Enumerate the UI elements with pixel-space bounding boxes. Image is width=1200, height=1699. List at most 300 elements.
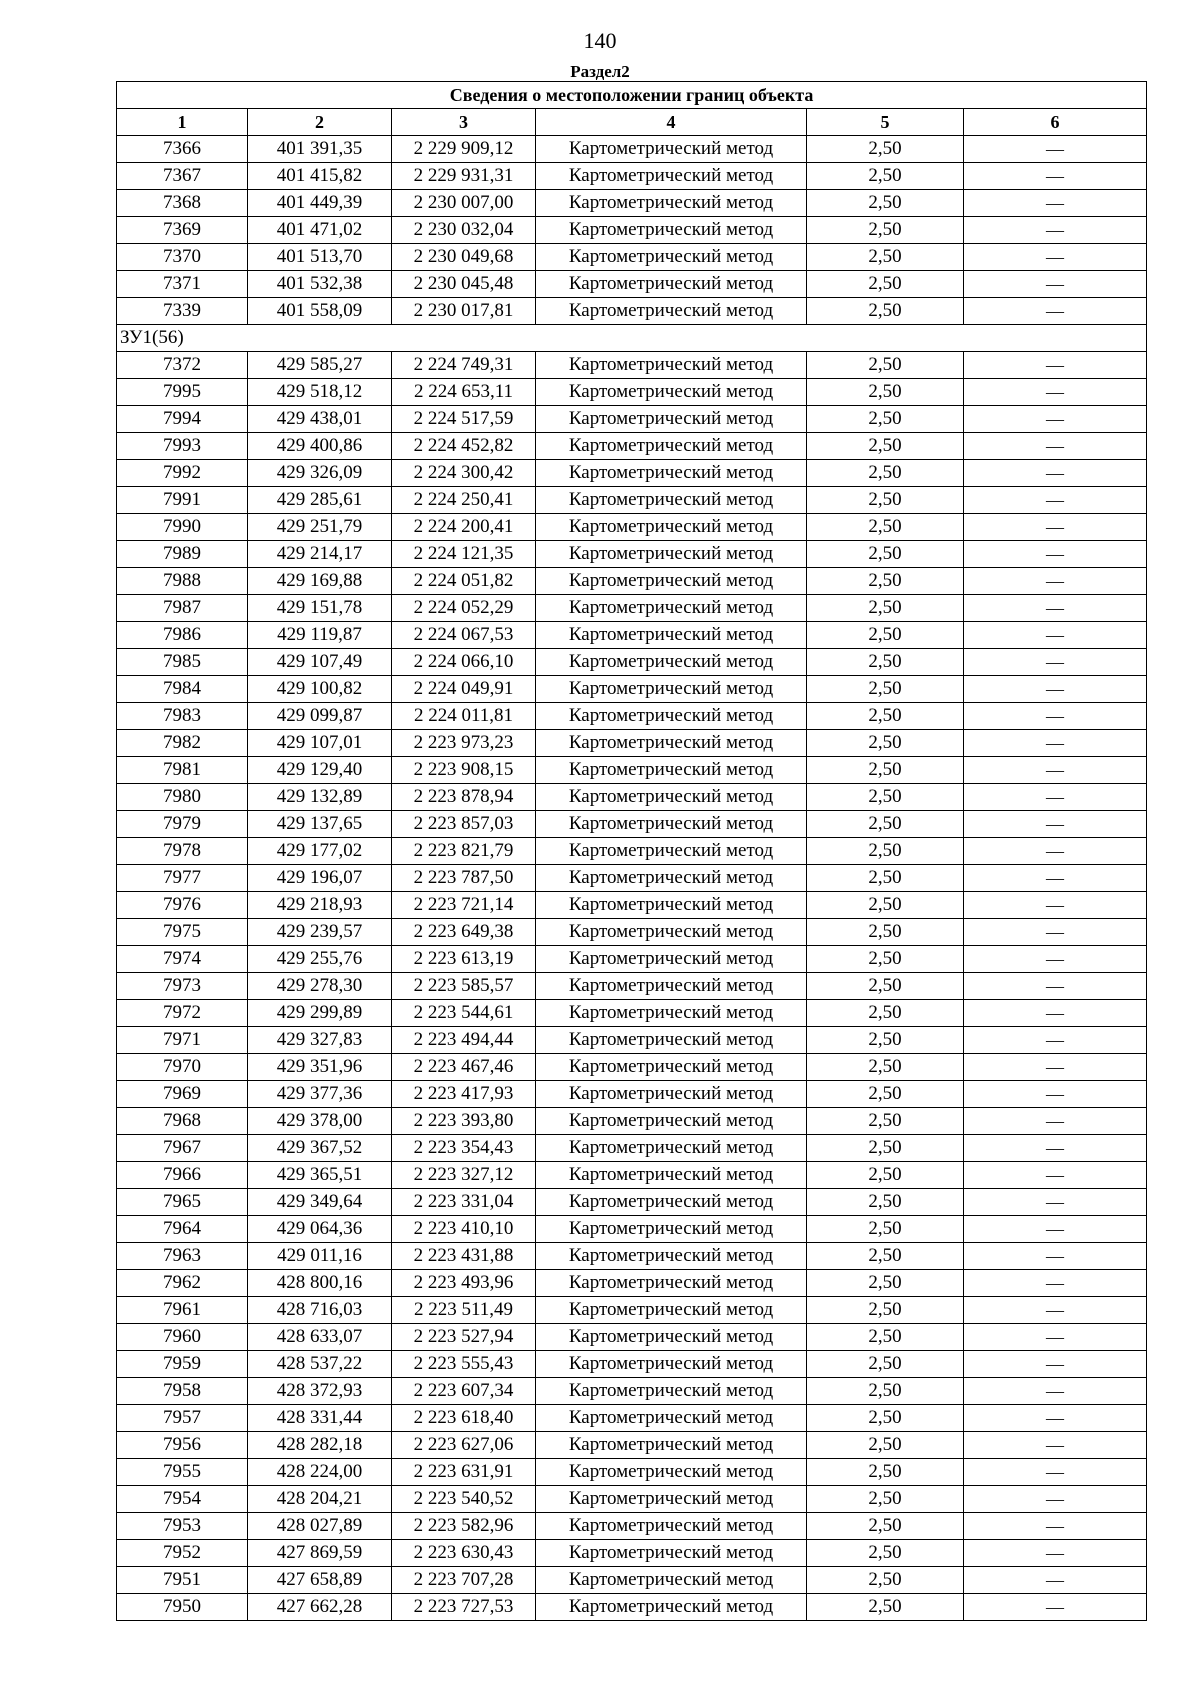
- method-cell: Картометрический метод: [536, 352, 807, 379]
- accuracy-cell: 2,50: [807, 838, 964, 865]
- x-coordinate-cell: 429 169,88: [248, 568, 392, 595]
- method-cell: Картометрический метод: [536, 1486, 807, 1513]
- point-number-cell: 7981: [117, 757, 248, 784]
- description-cell: —: [964, 217, 1147, 244]
- x-coordinate-cell: 429 278,30: [248, 973, 392, 1000]
- accuracy-cell: 2,50: [807, 1540, 964, 1567]
- accuracy-cell: 2,50: [807, 487, 964, 514]
- method-cell: Картометрический метод: [536, 676, 807, 703]
- x-coordinate-cell: 429 251,79: [248, 514, 392, 541]
- y-coordinate-cell: 2 230 049,68: [392, 244, 536, 271]
- method-cell: Картометрический метод: [536, 1000, 807, 1027]
- method-cell: Картометрический метод: [536, 595, 807, 622]
- y-coordinate-cell: 2 223 511,49: [392, 1297, 536, 1324]
- accuracy-cell: 2,50: [807, 163, 964, 190]
- table-row: [117, 919, 1147, 946]
- point-number-cell: 7984: [117, 676, 248, 703]
- point-number-cell: 7955: [117, 1459, 248, 1486]
- y-coordinate-cell: 2 223 649,38: [392, 919, 536, 946]
- method-cell: Картометрический метод: [536, 379, 807, 406]
- y-coordinate-cell: 2 224 049,91: [392, 676, 536, 703]
- accuracy-cell: 2,50: [807, 811, 964, 838]
- x-coordinate-cell: 429 400,86: [248, 433, 392, 460]
- point-number-cell: 7959: [117, 1351, 248, 1378]
- description-cell: —: [964, 1594, 1147, 1621]
- point-number-cell: 7958: [117, 1378, 248, 1405]
- description-cell: —: [964, 1540, 1147, 1567]
- table-row: [117, 703, 1147, 730]
- y-coordinate-cell: 2 224 250,41: [392, 487, 536, 514]
- table-row: [117, 595, 1147, 622]
- method-cell: Картометрический метод: [536, 541, 807, 568]
- method-cell: Картометрический метод: [536, 730, 807, 757]
- table-row: [117, 1081, 1147, 1108]
- method-cell: Картометрический метод: [536, 1351, 807, 1378]
- table-row: [117, 271, 1147, 298]
- point-number-cell: 7366: [117, 136, 248, 163]
- method-cell: Картометрический метод: [536, 1162, 807, 1189]
- y-coordinate-cell: 2 223 727,53: [392, 1594, 536, 1621]
- method-cell: Картометрический метод: [536, 568, 807, 595]
- method-cell: Картометрический метод: [536, 1513, 807, 1540]
- table-row: [117, 1054, 1147, 1081]
- accuracy-cell: 2,50: [807, 1567, 964, 1594]
- accuracy-cell: 2,50: [807, 1270, 964, 1297]
- method-cell: Картометрический метод: [536, 973, 807, 1000]
- x-coordinate-cell: 429 218,93: [248, 892, 392, 919]
- method-cell: Картометрический метод: [536, 136, 807, 163]
- method-cell: Картометрический метод: [536, 460, 807, 487]
- table-row: [117, 1000, 1147, 1027]
- method-cell: Картометрический метод: [536, 1297, 807, 1324]
- point-number-cell: 7986: [117, 622, 248, 649]
- accuracy-cell: 2,50: [807, 703, 964, 730]
- accuracy-cell: 2,50: [807, 1297, 964, 1324]
- table-row: [117, 649, 1147, 676]
- accuracy-cell: 2,50: [807, 352, 964, 379]
- x-coordinate-cell: 429 326,09: [248, 460, 392, 487]
- accuracy-cell: 2,50: [807, 1081, 964, 1108]
- y-coordinate-cell: 2 230 007,00: [392, 190, 536, 217]
- method-cell: Картометрический метод: [536, 514, 807, 541]
- method-cell: Картометрический метод: [536, 1567, 807, 1594]
- column-header: 5: [807, 109, 964, 136]
- table-row: [117, 1108, 1147, 1135]
- y-coordinate-cell: 2 223 410,10: [392, 1216, 536, 1243]
- method-cell: Картометрический метод: [536, 1054, 807, 1081]
- method-cell: Картометрический метод: [536, 163, 807, 190]
- point-number-cell: 7978: [117, 838, 248, 865]
- accuracy-cell: 2,50: [807, 433, 964, 460]
- table-row: [117, 1351, 1147, 1378]
- y-coordinate-cell: 2 223 630,43: [392, 1540, 536, 1567]
- method-cell: Картометрический метод: [536, 1027, 807, 1054]
- table-row: [117, 568, 1147, 595]
- point-number-cell: 7980: [117, 784, 248, 811]
- table-row: [117, 136, 1147, 163]
- method-cell: Картометрический метод: [536, 433, 807, 460]
- description-cell: —: [964, 1513, 1147, 1540]
- x-coordinate-cell: 428 224,00: [248, 1459, 392, 1486]
- table-row: [117, 1567, 1147, 1594]
- description-cell: —: [964, 622, 1147, 649]
- x-coordinate-cell: 429 132,89: [248, 784, 392, 811]
- x-coordinate-cell: 429 214,17: [248, 541, 392, 568]
- point-number-cell: 7992: [117, 460, 248, 487]
- point-number-cell: 7977: [117, 865, 248, 892]
- point-number-cell: 7982: [117, 730, 248, 757]
- y-coordinate-cell: 2 224 052,29: [392, 595, 536, 622]
- page-number: 140: [583, 28, 617, 53]
- table-row: [117, 487, 1147, 514]
- accuracy-cell: 2,50: [807, 1432, 964, 1459]
- description-cell: —: [964, 406, 1147, 433]
- accuracy-cell: 2,50: [807, 973, 964, 1000]
- accuracy-cell: 2,50: [807, 595, 964, 622]
- accuracy-cell: 2,50: [807, 271, 964, 298]
- x-coordinate-cell: 429 351,96: [248, 1054, 392, 1081]
- point-number-cell: 7988: [117, 568, 248, 595]
- y-coordinate-cell: 2 223 821,79: [392, 838, 536, 865]
- point-number-cell: 7987: [117, 595, 248, 622]
- table-row: [117, 973, 1147, 1000]
- description-cell: —: [964, 514, 1147, 541]
- table-row: [117, 217, 1147, 244]
- x-coordinate-cell: 427 869,59: [248, 1540, 392, 1567]
- table-row: [117, 892, 1147, 919]
- description-cell: —: [964, 1567, 1147, 1594]
- column-header: 3: [392, 109, 536, 136]
- x-coordinate-cell: 429 107,49: [248, 649, 392, 676]
- method-cell: Картометрический метод: [536, 946, 807, 973]
- point-number-cell: 7974: [117, 946, 248, 973]
- point-number-cell: 7989: [117, 541, 248, 568]
- point-number-cell: 7957: [117, 1405, 248, 1432]
- y-coordinate-cell: 2 223 585,57: [392, 973, 536, 1000]
- y-coordinate-cell: 2 223 908,15: [392, 757, 536, 784]
- description-cell: —: [964, 1270, 1147, 1297]
- point-number-cell: 7963: [117, 1243, 248, 1270]
- accuracy-cell: 2,50: [807, 190, 964, 217]
- table-row: [117, 811, 1147, 838]
- table-row: [117, 433, 1147, 460]
- x-coordinate-cell: 428 331,44: [248, 1405, 392, 1432]
- point-number-cell: 7369: [117, 217, 248, 244]
- x-coordinate-cell: 429 367,52: [248, 1135, 392, 1162]
- section-title: Раздел2: [570, 62, 630, 81]
- y-coordinate-cell: 2 224 653,11: [392, 379, 536, 406]
- table-caption-row: [117, 82, 1147, 109]
- x-coordinate-cell: 429 438,01: [248, 406, 392, 433]
- y-coordinate-cell: 2 223 331,04: [392, 1189, 536, 1216]
- y-coordinate-cell: 2 223 627,06: [392, 1432, 536, 1459]
- x-coordinate-cell: 428 282,18: [248, 1432, 392, 1459]
- x-coordinate-cell: 429 239,57: [248, 919, 392, 946]
- x-coordinate-cell: 428 537,22: [248, 1351, 392, 1378]
- description-cell: —: [964, 595, 1147, 622]
- table-row: [117, 1594, 1147, 1621]
- y-coordinate-cell: 2 230 045,48: [392, 271, 536, 298]
- table-row: [117, 352, 1147, 379]
- method-cell: Картометрический метод: [536, 1405, 807, 1432]
- accuracy-cell: 2,50: [807, 649, 964, 676]
- y-coordinate-cell: 2 223 631,91: [392, 1459, 536, 1486]
- description-cell: —: [964, 946, 1147, 973]
- y-coordinate-cell: 2 224 067,53: [392, 622, 536, 649]
- table-row: [117, 298, 1147, 325]
- y-coordinate-cell: 2 223 618,40: [392, 1405, 536, 1432]
- column-header: 1: [117, 109, 248, 136]
- method-cell: Картометрический метод: [536, 811, 807, 838]
- x-coordinate-cell: 428 633,07: [248, 1324, 392, 1351]
- method-cell: Картометрический метод: [536, 1189, 807, 1216]
- accuracy-cell: 2,50: [807, 1459, 964, 1486]
- table-row: [117, 1162, 1147, 1189]
- method-cell: Картометрический метод: [536, 1243, 807, 1270]
- y-coordinate-cell: 2 224 300,42: [392, 460, 536, 487]
- y-coordinate-cell: 2 223 431,88: [392, 1243, 536, 1270]
- method-cell: Картометрический метод: [536, 1324, 807, 1351]
- method-cell: Картометрический метод: [536, 190, 807, 217]
- x-coordinate-cell: 429 151,78: [248, 595, 392, 622]
- point-number-cell: 7960: [117, 1324, 248, 1351]
- description-cell: —: [964, 1432, 1147, 1459]
- table-row: [117, 1378, 1147, 1405]
- point-number-cell: 7954: [117, 1486, 248, 1513]
- accuracy-cell: 2,50: [807, 622, 964, 649]
- method-cell: Картометрический метод: [536, 1270, 807, 1297]
- method-cell: Картометрический метод: [536, 784, 807, 811]
- table-row: [117, 1459, 1147, 1486]
- table-body: [117, 136, 1147, 1621]
- table-row: [117, 406, 1147, 433]
- table-row: [117, 730, 1147, 757]
- description-cell: —: [964, 784, 1147, 811]
- description-cell: —: [964, 703, 1147, 730]
- description-cell: —: [964, 379, 1147, 406]
- point-number-cell: 7372: [117, 352, 248, 379]
- x-coordinate-cell: 429 011,16: [248, 1243, 392, 1270]
- column-header: 2: [248, 109, 392, 136]
- point-number-cell: 7951: [117, 1567, 248, 1594]
- y-coordinate-cell: 2 223 721,14: [392, 892, 536, 919]
- x-coordinate-cell: 429 099,87: [248, 703, 392, 730]
- point-number-cell: 7975: [117, 919, 248, 946]
- point-number-cell: 7995: [117, 379, 248, 406]
- point-number-cell: 7983: [117, 703, 248, 730]
- point-number-cell: 7991: [117, 487, 248, 514]
- table-row: [117, 1216, 1147, 1243]
- accuracy-cell: 2,50: [807, 460, 964, 487]
- x-coordinate-cell: 401 449,39: [248, 190, 392, 217]
- x-coordinate-cell: 401 532,38: [248, 271, 392, 298]
- description-cell: —: [964, 163, 1147, 190]
- accuracy-cell: 2,50: [807, 541, 964, 568]
- method-cell: Картометрический метод: [536, 919, 807, 946]
- x-coordinate-cell: 429 177,02: [248, 838, 392, 865]
- point-number-cell: 7990: [117, 514, 248, 541]
- method-cell: Картометрический метод: [536, 1081, 807, 1108]
- accuracy-cell: 2,50: [807, 1594, 964, 1621]
- y-coordinate-cell: 2 223 878,94: [392, 784, 536, 811]
- description-cell: —: [964, 541, 1147, 568]
- accuracy-cell: 2,50: [807, 1000, 964, 1027]
- y-coordinate-cell: 2 224 452,82: [392, 433, 536, 460]
- x-coordinate-cell: 429 196,07: [248, 865, 392, 892]
- accuracy-cell: 2,50: [807, 892, 964, 919]
- table-row: [117, 190, 1147, 217]
- method-cell: Картометрический метод: [536, 1378, 807, 1405]
- description-cell: —: [964, 811, 1147, 838]
- description-cell: —: [964, 919, 1147, 946]
- table-row: [117, 379, 1147, 406]
- accuracy-cell: 2,50: [807, 298, 964, 325]
- y-coordinate-cell: 2 223 540,52: [392, 1486, 536, 1513]
- x-coordinate-cell: 429 285,61: [248, 487, 392, 514]
- y-coordinate-cell: 2 229 931,31: [392, 163, 536, 190]
- point-number-cell: 7973: [117, 973, 248, 1000]
- y-coordinate-cell: 2 223 787,50: [392, 865, 536, 892]
- x-coordinate-cell: 429 585,27: [248, 352, 392, 379]
- description-cell: —: [964, 676, 1147, 703]
- method-cell: Картометрический метод: [536, 1216, 807, 1243]
- method-cell: Картометрический метод: [536, 1108, 807, 1135]
- description-cell: —: [964, 1108, 1147, 1135]
- description-cell: —: [964, 1459, 1147, 1486]
- table-row: [117, 757, 1147, 784]
- point-number-cell: 7964: [117, 1216, 248, 1243]
- table-row: [117, 1324, 1147, 1351]
- method-cell: Картометрический метод: [536, 271, 807, 298]
- x-coordinate-cell: 401 415,82: [248, 163, 392, 190]
- point-number-cell: 7994: [117, 406, 248, 433]
- table-row: [117, 1027, 1147, 1054]
- method-cell: Картометрический метод: [536, 1135, 807, 1162]
- y-coordinate-cell: 2 223 555,43: [392, 1351, 536, 1378]
- x-coordinate-cell: 428 204,21: [248, 1486, 392, 1513]
- description-cell: —: [964, 730, 1147, 757]
- accuracy-cell: 2,50: [807, 946, 964, 973]
- point-number-cell: 7966: [117, 1162, 248, 1189]
- table-row: [117, 784, 1147, 811]
- description-cell: —: [964, 865, 1147, 892]
- y-coordinate-cell: 2 223 707,28: [392, 1567, 536, 1594]
- y-coordinate-cell: 2 223 467,46: [392, 1054, 536, 1081]
- accuracy-cell: 2,50: [807, 1486, 964, 1513]
- description-cell: —: [964, 271, 1147, 298]
- accuracy-cell: 2,50: [807, 1189, 964, 1216]
- x-coordinate-cell: 401 513,70: [248, 244, 392, 271]
- table-row: [117, 244, 1147, 271]
- accuracy-cell: 2,50: [807, 1351, 964, 1378]
- table-row: [117, 460, 1147, 487]
- table-row: [117, 1243, 1147, 1270]
- point-number-cell: 7961: [117, 1297, 248, 1324]
- table-row: [117, 163, 1147, 190]
- x-coordinate-cell: 401 471,02: [248, 217, 392, 244]
- method-cell: Картометрический метод: [536, 217, 807, 244]
- accuracy-cell: 2,50: [807, 676, 964, 703]
- description-cell: —: [964, 1216, 1147, 1243]
- accuracy-cell: 2,50: [807, 217, 964, 244]
- description-cell: —: [964, 1081, 1147, 1108]
- y-coordinate-cell: 2 223 327,12: [392, 1162, 536, 1189]
- point-number-cell: 7962: [117, 1270, 248, 1297]
- point-number-cell: 7976: [117, 892, 248, 919]
- description-cell: —: [964, 433, 1147, 460]
- table-row: [117, 1486, 1147, 1513]
- y-coordinate-cell: 2 224 011,81: [392, 703, 536, 730]
- point-number-cell: 7370: [117, 244, 248, 271]
- method-cell: Картометрический метод: [536, 703, 807, 730]
- x-coordinate-cell: 428 027,89: [248, 1513, 392, 1540]
- description-cell: —: [964, 1378, 1147, 1405]
- column-header-row: [117, 109, 1147, 136]
- y-coordinate-cell: 2 223 544,61: [392, 1000, 536, 1027]
- method-cell: Картометрический метод: [536, 622, 807, 649]
- method-cell: Картометрический метод: [536, 1540, 807, 1567]
- accuracy-cell: 2,50: [807, 730, 964, 757]
- description-cell: —: [964, 244, 1147, 271]
- column-header: 4: [536, 109, 807, 136]
- x-coordinate-cell: 428 372,93: [248, 1378, 392, 1405]
- x-coordinate-cell: 429 100,82: [248, 676, 392, 703]
- description-cell: —: [964, 1054, 1147, 1081]
- y-coordinate-cell: 2 223 582,96: [392, 1513, 536, 1540]
- method-cell: Картометрический метод: [536, 649, 807, 676]
- accuracy-cell: 2,50: [807, 514, 964, 541]
- accuracy-cell: 2,50: [807, 568, 964, 595]
- point-number-cell: 7971: [117, 1027, 248, 1054]
- x-coordinate-cell: 429 349,64: [248, 1189, 392, 1216]
- accuracy-cell: 2,50: [807, 865, 964, 892]
- point-number-cell: 7952: [117, 1540, 248, 1567]
- x-coordinate-cell: 429 365,51: [248, 1162, 392, 1189]
- table-row: [117, 676, 1147, 703]
- x-coordinate-cell: 429 327,83: [248, 1027, 392, 1054]
- table-row: [117, 514, 1147, 541]
- table-row: [117, 622, 1147, 649]
- y-coordinate-cell: 2 223 613,19: [392, 946, 536, 973]
- accuracy-cell: 2,50: [807, 379, 964, 406]
- method-cell: Картометрический метод: [536, 298, 807, 325]
- accuracy-cell: 2,50: [807, 1405, 964, 1432]
- accuracy-cell: 2,50: [807, 1162, 964, 1189]
- description-cell: —: [964, 1297, 1147, 1324]
- method-cell: Картометрический метод: [536, 757, 807, 784]
- accuracy-cell: 2,50: [807, 1513, 964, 1540]
- x-coordinate-cell: 429 064,36: [248, 1216, 392, 1243]
- y-coordinate-cell: 2 223 354,43: [392, 1135, 536, 1162]
- point-number-cell: 7339: [117, 298, 248, 325]
- x-coordinate-cell: 428 716,03: [248, 1297, 392, 1324]
- description-cell: —: [964, 568, 1147, 595]
- x-coordinate-cell: 429 377,36: [248, 1081, 392, 1108]
- method-cell: Картометрический метод: [536, 892, 807, 919]
- method-cell: Картометрический метод: [536, 406, 807, 433]
- y-coordinate-cell: 2 223 857,03: [392, 811, 536, 838]
- description-cell: —: [964, 649, 1147, 676]
- accuracy-cell: 2,50: [807, 919, 964, 946]
- point-number-cell: 7979: [117, 811, 248, 838]
- table-row: [117, 1432, 1147, 1459]
- point-number-cell: 7367: [117, 163, 248, 190]
- description-cell: —: [964, 1135, 1147, 1162]
- y-coordinate-cell: 2 230 017,81: [392, 298, 536, 325]
- point-number-cell: 7985: [117, 649, 248, 676]
- description-cell: —: [964, 838, 1147, 865]
- point-number-cell: 7371: [117, 271, 248, 298]
